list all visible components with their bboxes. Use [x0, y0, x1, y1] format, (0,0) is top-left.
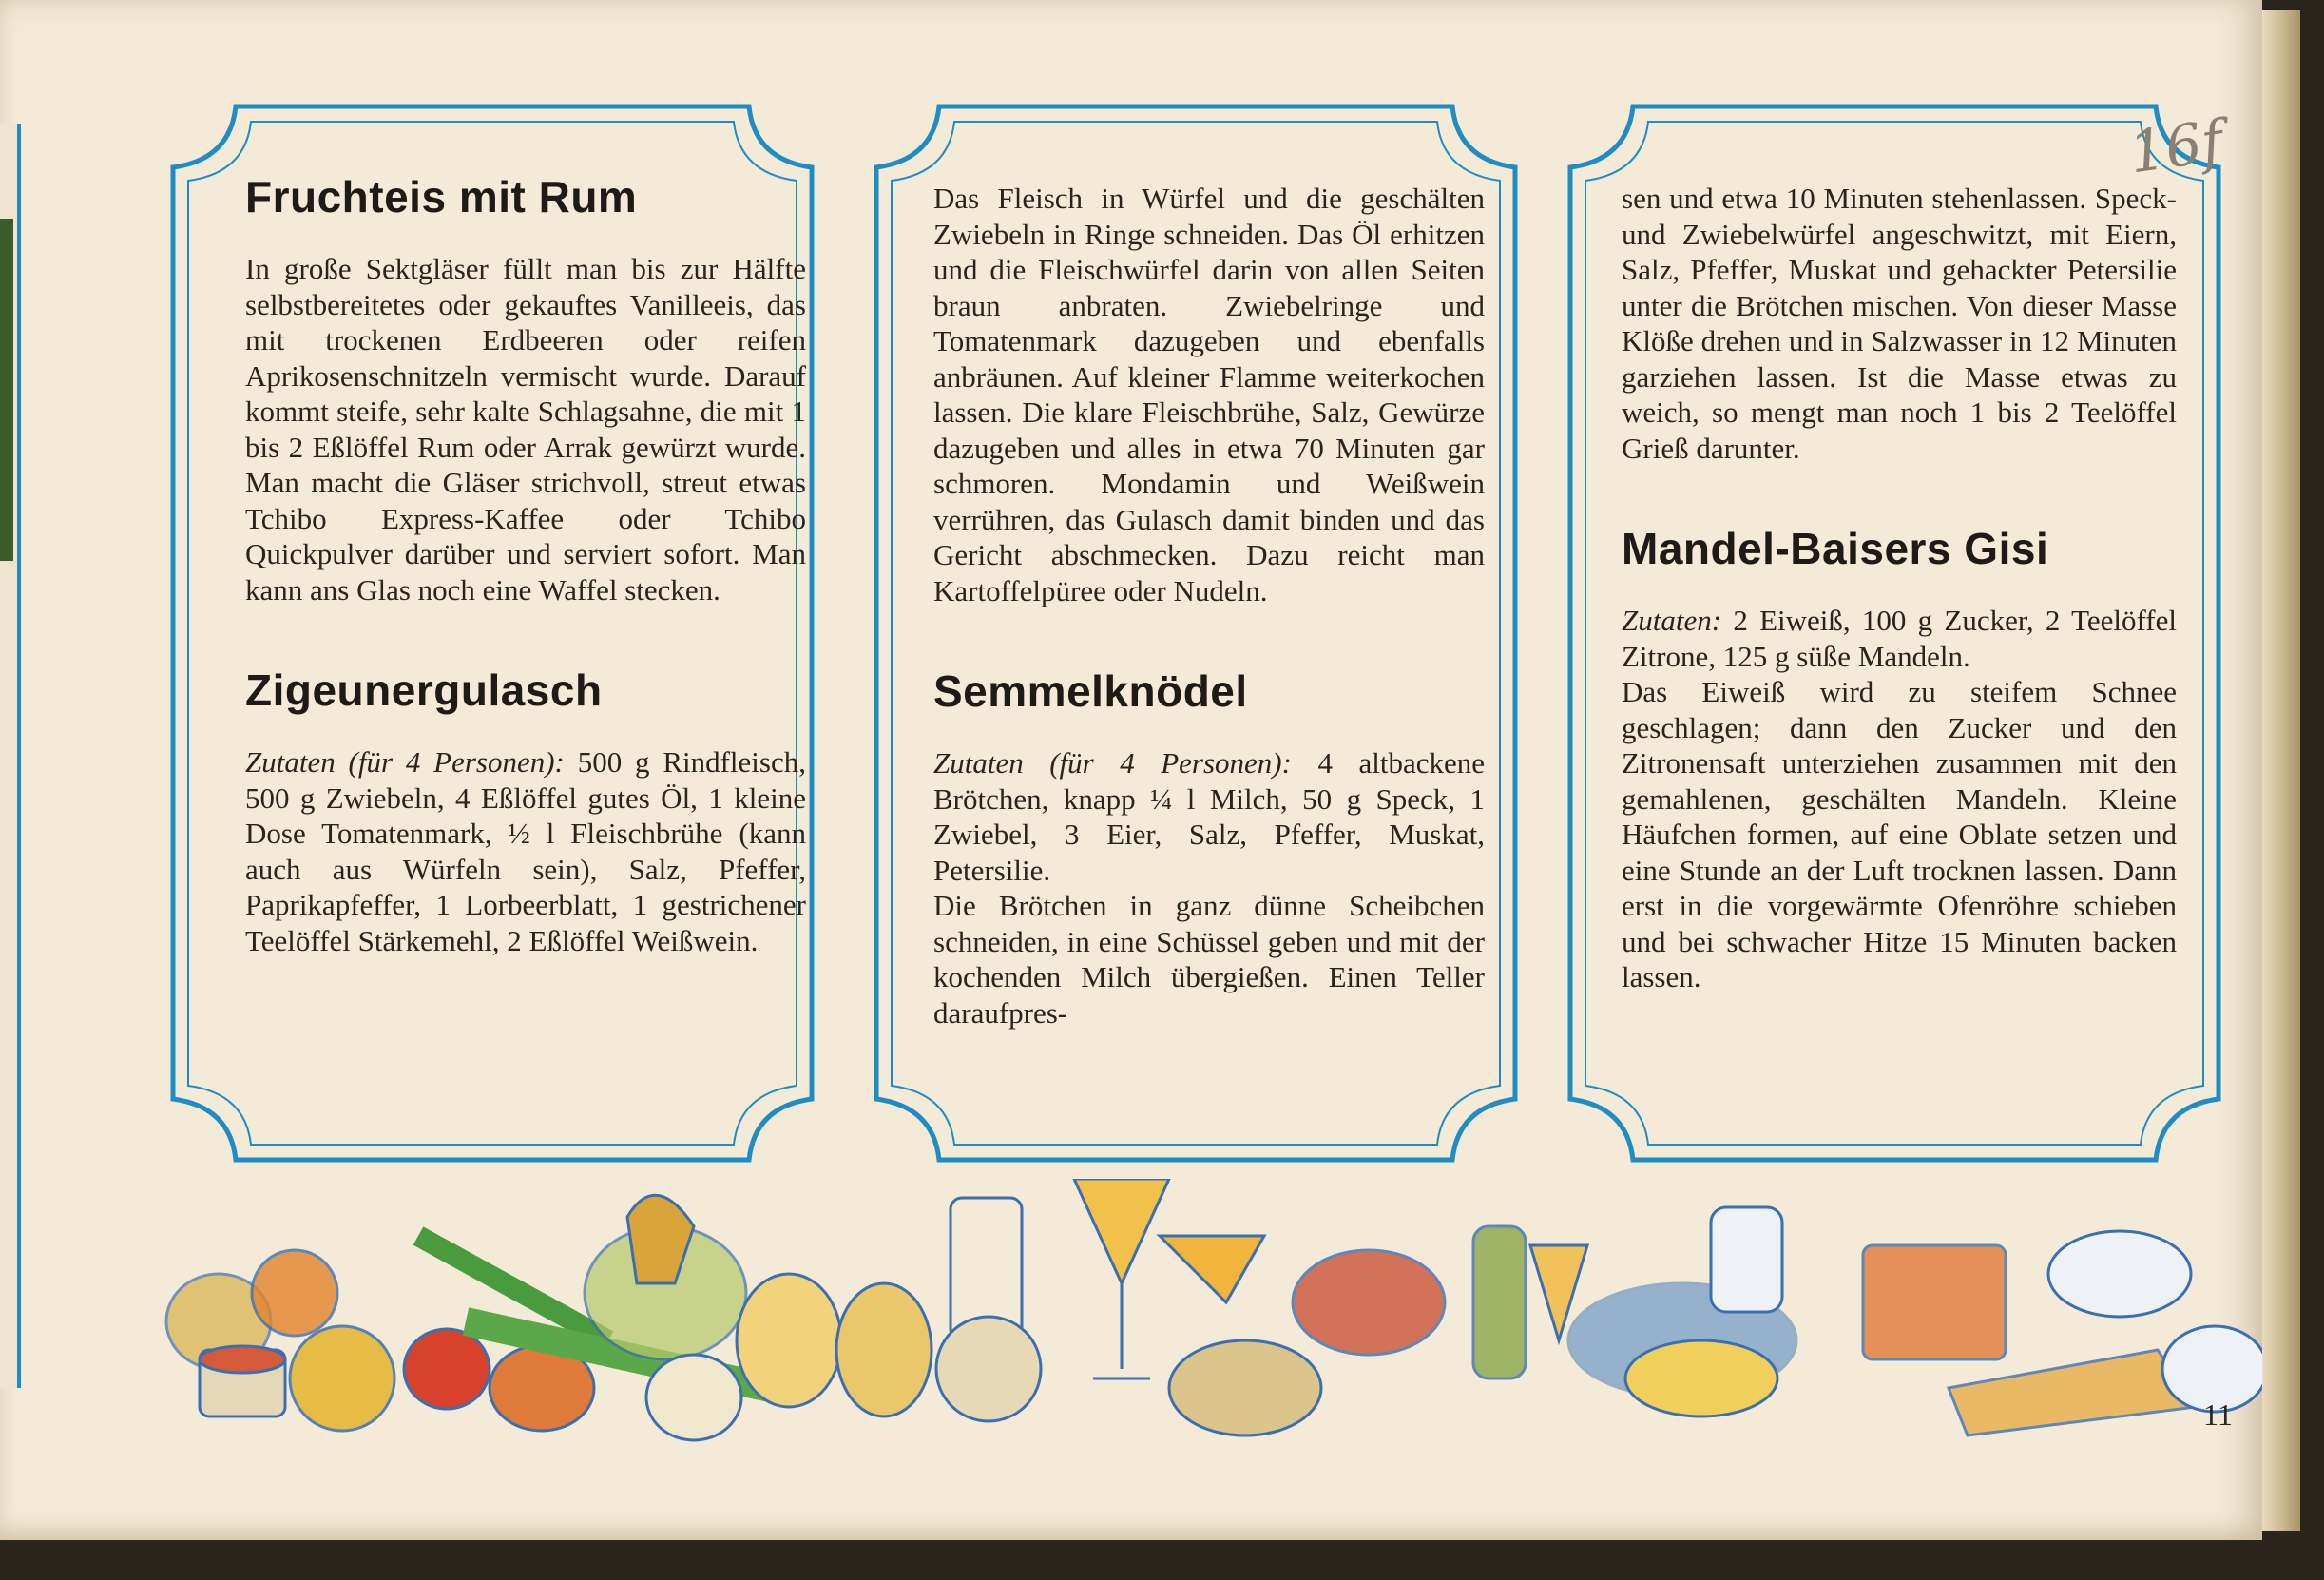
ingredients-label: Zutaten (für 4 Personen): [933, 746, 1292, 780]
recipe-ingredients [1622, 603, 2177, 674]
pencil-annotation: 16f [2124, 107, 2227, 187]
recipe-ingredients [933, 745, 1485, 888]
column-2 [933, 181, 1485, 1031]
ingredients-label: Zutaten (für 4 Personen): [245, 745, 565, 779]
recipe-title: Mandel-Baisers Gisi [1622, 524, 2049, 573]
continued-text: sen und etwa 10 Minuten stehenlassen. Speck- und Zwiebelwürfel angeschwitzt, mit Eiern, Salz, Pfeffer, Muskat und gehackter Petersilie unter die Brötchen mischen. Von dieser Masse Klöße drehen und in Salzwasser in 12 Minuten garziehen lassen. Ist die Masse etwas zu weich, so mengt man noch 1 bis 2 Teelöffel Grieß darunter. [1622, 182, 2177, 465]
recipe-body: Die Brötchen in ganz dünne Scheibchen schneiden, in eine Schüssel geben und mit der kochenden Milch übergießen. Einen Teller daraufpres- [933, 889, 1485, 1030]
page-number: 11 [2203, 1397, 2233, 1432]
page-edge [2262, 10, 2300, 1531]
recipe-body: In große Sektgläser füllt man bis zur Hälfte selbstbereitetes oder gekauftes Vanilleeis, das mit trockenen Erdbeeren oder reifen Aprikosenschnitzeln vermischt wurde. Darauf kommt steife, sehr kalte Schlagsahne, die mit 1 bis 2 Eßlöffel Rum oder Arrak gewürzt wurde. Man macht die Gläser strichvoll, streut etwas Tchibo Express-Kaffee oder Tchibo Quickpulver darüber und serviert sofort. Man kann ans Glas noch eine Waffel stecken. [245, 252, 806, 607]
food-illustration-border [162, 1179, 2272, 1455]
ingredients-list: 4 altbackene Brötchen, knapp ¼ l Milch, 50 g Speck, 1 Zwiebel, 3 Eier, Salz, Pfeffer, Muskat, Petersilie. [933, 746, 1485, 887]
recipe-title: Zigeunergulasch [245, 665, 603, 715]
ingredients-label: Zutaten: [1622, 604, 1722, 637]
ingredients-list: 500 g Rindfleisch, 500 g Zwiebeln, 4 Eßlöffel gutes Öl, 1 kleine Dose Tomatenmark, ½ l Fleischbrühe (kann auch aus Würfeln sein), Salz, Pfeffer, Paprikapfeffer, 1 Lorbeerblatt, 1 gestrichener Teelöffel Stärkemehl, 2 Eßlöffel Weißwein. [245, 745, 806, 957]
continued-text: Das Fleisch in Würfel und die geschälten Zwiebeln in Ringe schneiden. Das Öl erhitzen und die Fleischwürfel darin von allen Seiten braun anbraten. Zwiebelringe und Tomatenmark dazugeben und ebenfalls anbräunen. Auf kleiner Flamme weiterkochen lassen. Die klare Fleischbrühe, Salz, Gewürze dazugeben und alles in etwa 70 Minuten gar schmoren. Mondamin und Weißwein verrühren, das Gulasch damit binden und das Gericht abschmecken. Dazu reicht man Kartoffelpüree oder Nudeln. [933, 182, 1485, 607]
left-page-photo-edge [0, 219, 13, 561]
column-3 [1622, 181, 2177, 995]
recipe-body: Das Eiweiß wird zu steifem Schnee geschlagen; dann den Zucker und den Zitronensaft unterziehen zusammen mit den gemahlenen, geschälten Mandeln. Kleine Häufchen formen, auf eine Oblate setzen und eine Stunde an der Luft trocknen lassen. Dann erst in die vorgewärmte Ofenröhre schieben und bei schwacher Hitze 15 Minuten backen lassen. [1622, 675, 2177, 993]
recipe-title: Fruchteis mit Rum [245, 172, 638, 222]
recipe-title: Semmelknödel [933, 666, 1248, 716]
recipe-ingredients [245, 744, 806, 958]
ingredients-list: 2 Eiweiß, 100 g Zucker, 2 Teelöffel Zitrone, 125 g süße Mandeln. [1622, 604, 2177, 673]
column-1 [245, 171, 806, 958]
